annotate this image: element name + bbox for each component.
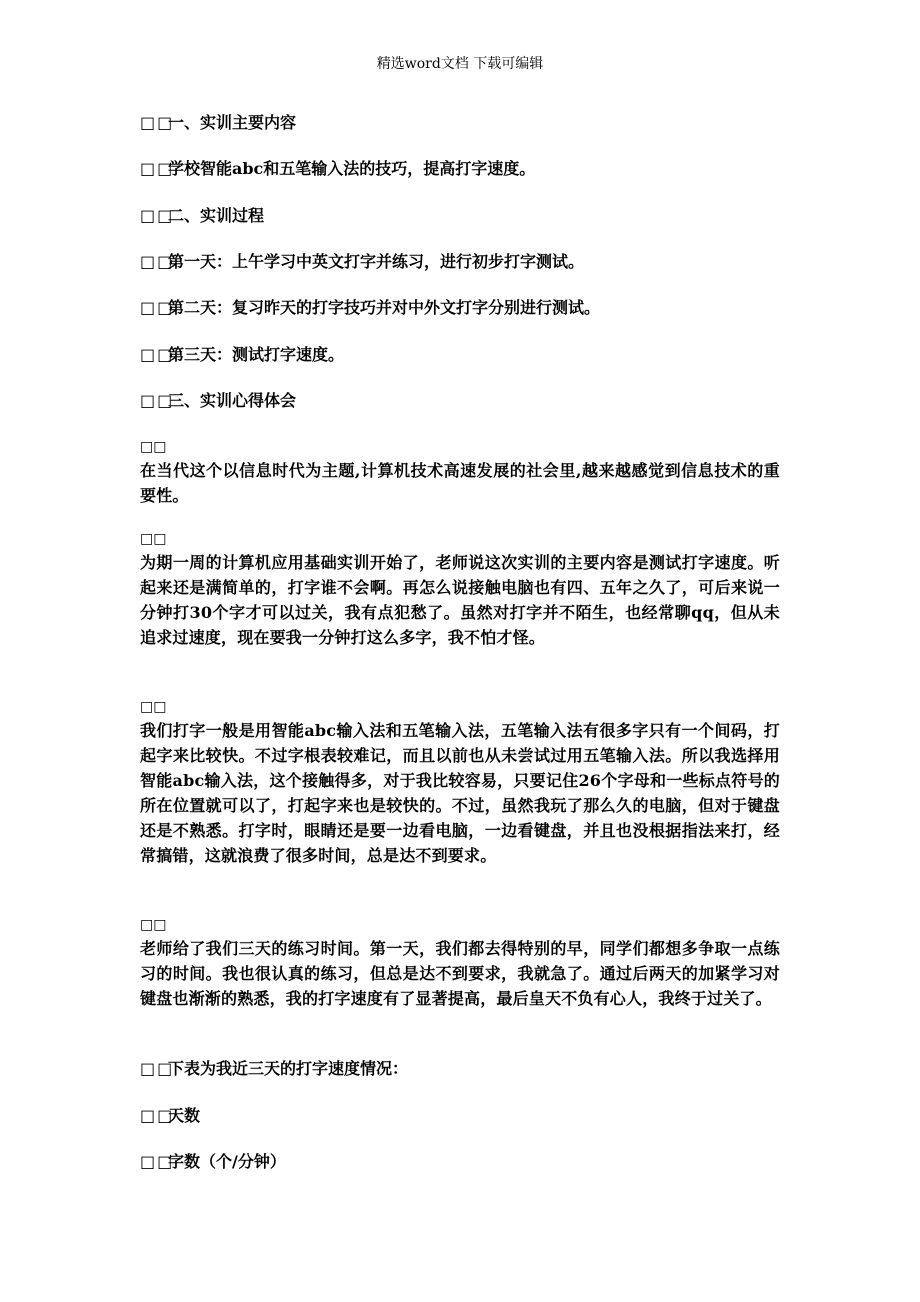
paragraph-3 — [140, 696, 780, 868]
line-text: 下表为我近三天的打字速度情况： — [168, 1059, 409, 1078]
paragraph-text: 我们打字一般是用智能abc输入法和五笔输入法，五笔输入法有很多字只有一个间码，打起字来比较快。不过字根表较难记，而且以前也从未尝试过用五笔输入法。所以我选择用智能abc输入法，这个接触得多，对于我比较容易，只要记住26个字母和一些标点符号的所在位置就可以了，打起字来也是较快的。不过，虽然我玩了那么久的电脑，但对于键盘还是不熟悉。打字时，眼睛还是要一边看电脑，一边看键盘，并且也没根据指法来打，经常搞错，这就浪费了很多时间，总是达不到要求。 — [140, 721, 780, 865]
bullet-glyph: □□ — [140, 1106, 175, 1125]
bullet-glyph: □□ — [140, 391, 175, 410]
bullet-glyph: □□ — [140, 206, 175, 225]
paragraph-text: 在当代这个以信息时代为主题,计算机技术高速发展的社会里,越来越感觉到信息技术的重要性。 — [140, 461, 780, 505]
bullet-glyph: □□ — [140, 113, 175, 132]
document-header: 精选word文档 下载可编辑 — [376, 56, 544, 72]
bullet-glyph: □□ — [140, 252, 175, 271]
bullet-glyph: □□ — [140, 345, 175, 364]
line-text: 字数（个/分钟） — [168, 1152, 286, 1171]
bullet-glyph: □□ — [140, 699, 167, 715]
bullet-glyph: □□ — [140, 439, 167, 455]
content-line-1 — [140, 158, 780, 180]
content-line-day2 — [140, 297, 780, 319]
bullet-glyph: □□ — [140, 917, 167, 933]
bullet-glyph: □□ — [140, 531, 167, 547]
content-line-day1 — [140, 251, 780, 273]
line-text: 三、实训心得体会 — [168, 391, 297, 410]
line-text: 第一天：上午学习中英文打字并练习，进行初步打字测试。 — [168, 252, 585, 271]
paragraph-text: 为期一周的计算机应用基础实训开始了，老师说这次实训的主要内容是测试打字速度。听起来还是满简单的，打字谁不会啊。再怎么说接触电脑也有四、五年之久了，可后来说一分钟打30个字才可以过关，我有点犯愁了。虽然对打字并不陌生，也经常聊qq，但从未追求过速度，现在要我一分钟打这么多字，我不怕才怪。 — [140, 553, 780, 647]
table-column-words — [140, 1151, 780, 1173]
bullet-glyph: □□ — [140, 1059, 175, 1078]
line-text: 天数 — [168, 1106, 201, 1125]
line-text: 二、实训过程 — [168, 206, 265, 225]
line-text: 第二天：复习昨天的打字技巧并对中外文打字分别进行测试。 — [168, 298, 601, 317]
bullet-glyph: □□ — [140, 159, 175, 178]
line-text: 第三天：测试打字速度。 — [168, 345, 345, 364]
bullet-glyph: □□ — [140, 298, 175, 317]
table-intro-line — [140, 1058, 780, 1080]
section-heading-1 — [140, 112, 780, 134]
line-text: 一、实训主要内容 — [168, 113, 297, 132]
table-column-days — [140, 1105, 780, 1127]
bullet-glyph: □□ — [140, 1152, 175, 1171]
paragraph-1 — [140, 436, 780, 508]
section-heading-3 — [140, 390, 780, 412]
paragraph-text: 老师给了我们三天的练习时间。第一天，我们都去得特别的早，同学们都想多争取一点练习的时间。我也很认真的练习，但总是达不到要求，我就急了。通过后两天的加紧学习对键盘也渐渐的熟悉，我的打字速度有了显著提高，最后皇天不负有心人，我终于过关了。 — [140, 939, 780, 1008]
section-heading-2 — [140, 205, 780, 227]
content-line-day3 — [140, 344, 780, 366]
line-text: 学校智能abc和五笔输入法的技巧，提高打字速度。 — [168, 159, 536, 178]
paragraph-4 — [140, 914, 780, 1011]
paragraph-2 — [140, 528, 780, 650]
